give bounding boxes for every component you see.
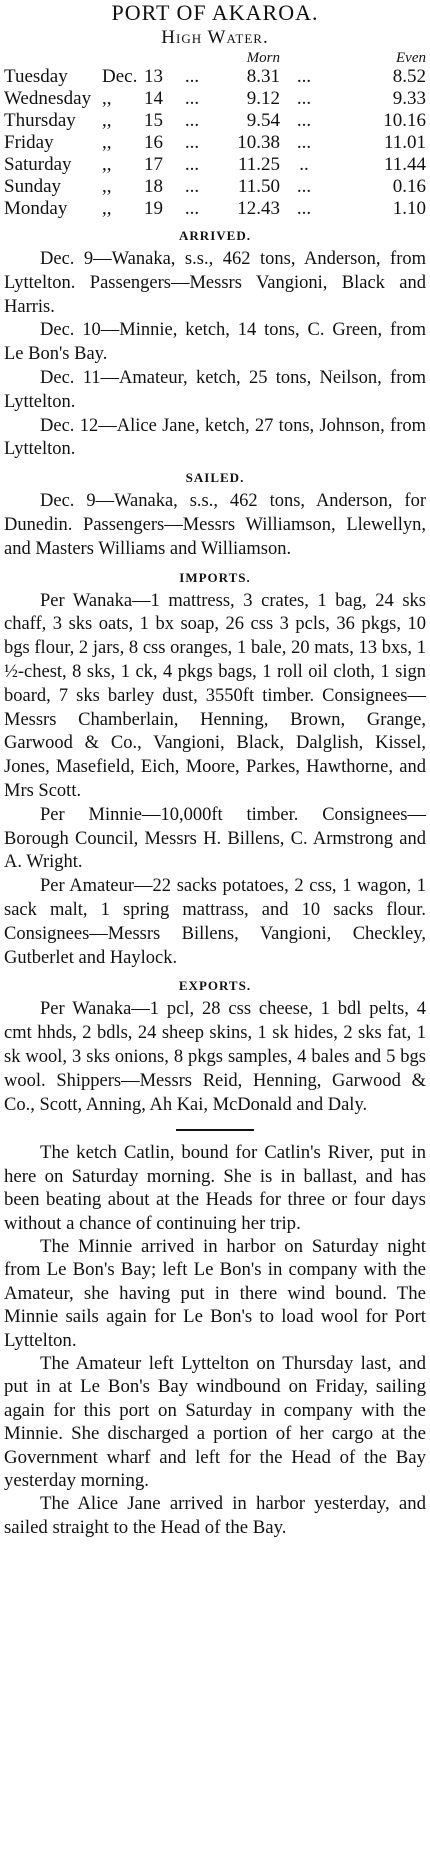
- tide-date: 17: [144, 154, 163, 175]
- arrival-entry: Dec. 11—Amateur, ketch, 25 tons, Neilson, from Lyttelton.: [4, 367, 426, 412]
- leader-dots: ..: [299, 154, 309, 175]
- leader-dots: ...: [184, 154, 200, 175]
- tide-morn: 11.50: [237, 176, 280, 197]
- sailing-entry: Dec. 9—Wanaka, s.s., 462 tons, Anderson, for Dunedin. Passengers—Messrs Williamson, Llewellyn, and Masters Williams and Williamson.: [4, 491, 426, 559]
- tide-morn: 10.38: [237, 132, 280, 153]
- arrived-heading: ARRIVED.: [179, 228, 251, 243]
- exports-heading: EXPORTS.: [178, 978, 252, 994]
- tide-day: Saturday: [4, 154, 72, 175]
- tide-day: Friday: [4, 132, 54, 153]
- morn-column-header: Morn: [246, 50, 280, 66]
- tide-morn: 9.54: [246, 110, 280, 131]
- tide-even: 8.52: [392, 66, 426, 87]
- page-title: PORT OF AKAROA.: [111, 0, 319, 25]
- import-entry: Per Amateur—22 sacks potatoes, 2 css, 1 wagon, 1 sack malt, 1 spring mattrass, and 10 sacks flour. Consignees—Messrs Billens, Vangioni, Checkley, Gutberlet and Haylock.: [4, 876, 426, 968]
- leader-dots: ...: [296, 110, 312, 131]
- tide-table-header: [4, 50, 426, 66]
- export-entry: Per Wanaka—1 pcl, 28 css cheese, 1 bdl pelts, 4 cmt hhds, 2 bdls, 24 sheep skins, 1 sk hides, 2 sks fat, 1 sk wool, 3 sks onions, 8 pkgs samples, 4 bales and 5 bgs wool. Shippers—Messrs Reid, Henning, Garwood & Co., Scott, Anning, Ah Kai, McDonald and Daly.: [4, 999, 426, 1115]
- tide-date: 19: [144, 198, 163, 219]
- leader-dots: ...: [184, 88, 200, 109]
- arrival-entry: Dec. 12—Alice Jane, ketch, 27 tons, Johnson, from Lyttelton.: [4, 415, 426, 460]
- tide-row: [4, 132, 426, 154]
- leader-dots: ...: [184, 66, 200, 87]
- leader-dots: ...: [296, 132, 312, 153]
- tide-date: 15: [144, 110, 163, 131]
- leader-dots: ...: [184, 198, 200, 219]
- tide-date: 16: [144, 132, 163, 153]
- tide-day: Monday: [4, 198, 68, 219]
- even-column-header: Even: [396, 50, 426, 66]
- tide-even: 10.16: [383, 110, 426, 131]
- imports-heading: IMPORTS.: [179, 569, 251, 585]
- leader-dots: ...: [296, 66, 312, 87]
- import-entry: Per Minnie—10,000ft timber. Consignees—Borough Council, Messrs H. Billens, C. Armstrong and A. Wright.: [4, 804, 426, 873]
- tide-morn: 12.43: [237, 198, 280, 219]
- shipping-news: [4, 1141, 426, 1539]
- tide-day: Thursday: [4, 110, 76, 131]
- tide-row: [4, 110, 426, 132]
- news-paragraph: The ketch Catlin, bound for Catlin's River, put in here on Saturday morning. She is in ballast, and has been beating about at the Heads for three or four days without a chance of continuing her trip.: [4, 1142, 426, 1234]
- news-paragraph: The Minnie arrived in harbor on Saturday night from Le Bon's Bay; left Le Bon's in company with the Amateur, she having put in there wind bound. The Minnie sails again for Le Bon's to load wool for Port Lyttelton.: [4, 1235, 426, 1351]
- tide-even: 11.01: [383, 132, 426, 153]
- news-paragraph: The Amateur left Lyttelton on Thursday last, and put in at Le Bon's Bay windbound on Friday, sailing again for this port on Saturday in company with the Minnie. She discharged a portion of her cargo at the Government wharf and left for the Head of the Bay yesterday morning.: [4, 1352, 426, 1491]
- tide-row: [4, 198, 426, 220]
- tide-table: [4, 50, 426, 220]
- tide-even: 11.44: [383, 154, 426, 175]
- tide-month: ,,: [102, 88, 112, 109]
- leader-dots: ...: [184, 132, 200, 153]
- tide-date: 13: [144, 66, 163, 87]
- import-entry: Per Wanaka—1 mattress, 3 crates, 1 bag, 24 sks chaff, 3 sks oats, 1 bx soap, 26 css 3 pcls, 36 pkgs, 10 bgs flour, 2 jars, 8 css oranges, 1 bale, 20 mats, 13 bxs, 1 ½-chest, 8 sks, 1 ck, 4 pkgs bags, 1 roll oil cloth, 1 sign board, 7 sks barley dust, 3550ft timber. Consignees—Messrs Chamberlain, Henning, Brown, Grange, Garwood & Co., Vangioni, Black, Dalglish, Kissel, Jones, Masefield, Eich, Moore, Parkes, Hawthorne, and Mrs Scott.: [4, 590, 426, 801]
- tide-morn: 11.25: [237, 154, 280, 175]
- arrival-entry: Dec. 10—Minnie, ketch, 14 tons, C. Green, from Le Bon's Bay.: [4, 320, 426, 365]
- tide-even: 0.16: [392, 176, 426, 197]
- tide-row: [4, 154, 426, 176]
- tide-even: 1.10: [392, 198, 426, 219]
- tide-day: Tuesday: [4, 66, 68, 87]
- news-paragraph: The Alice Jane arrived in harbor yesterday, and sailed straight to the Head of the Bay.: [4, 1493, 426, 1538]
- leader-dots: ...: [296, 198, 312, 219]
- tide-month: ,,: [102, 198, 112, 219]
- tide-date: 14: [144, 88, 163, 109]
- tide-month: Dec.: [102, 66, 138, 87]
- high-water-heading: High Water.: [161, 27, 269, 48]
- tide-day: Sunday: [4, 176, 61, 197]
- tide-row: [4, 88, 426, 110]
- leader-dots: ...: [296, 176, 312, 197]
- tide-row: [4, 66, 426, 88]
- sailed-heading: SAILED.: [185, 470, 245, 486]
- tide-row: [4, 176, 426, 198]
- tide-date: 18: [144, 176, 163, 197]
- tide-month: ,,: [102, 132, 112, 153]
- tide-morn: 9.12: [246, 88, 280, 109]
- section-divider: [176, 1129, 254, 1131]
- tide-month: ,,: [102, 154, 112, 175]
- leader-dots: ...: [184, 110, 200, 131]
- tide-day: Wednesday: [4, 88, 92, 109]
- tide-month: ,,: [102, 110, 112, 131]
- leader-dots: ...: [296, 88, 312, 109]
- tide-month: ,,: [102, 176, 112, 197]
- tide-even: 9.33: [392, 88, 426, 109]
- leader-dots: ...: [184, 176, 200, 197]
- tide-morn: 8.31: [246, 66, 280, 87]
- arrival-entry: Dec. 9—Wanaka, s.s., 462 tons, Anderson, from Lyttelton. Passengers—Messrs Vangioni, Black and Harris.: [4, 249, 426, 317]
